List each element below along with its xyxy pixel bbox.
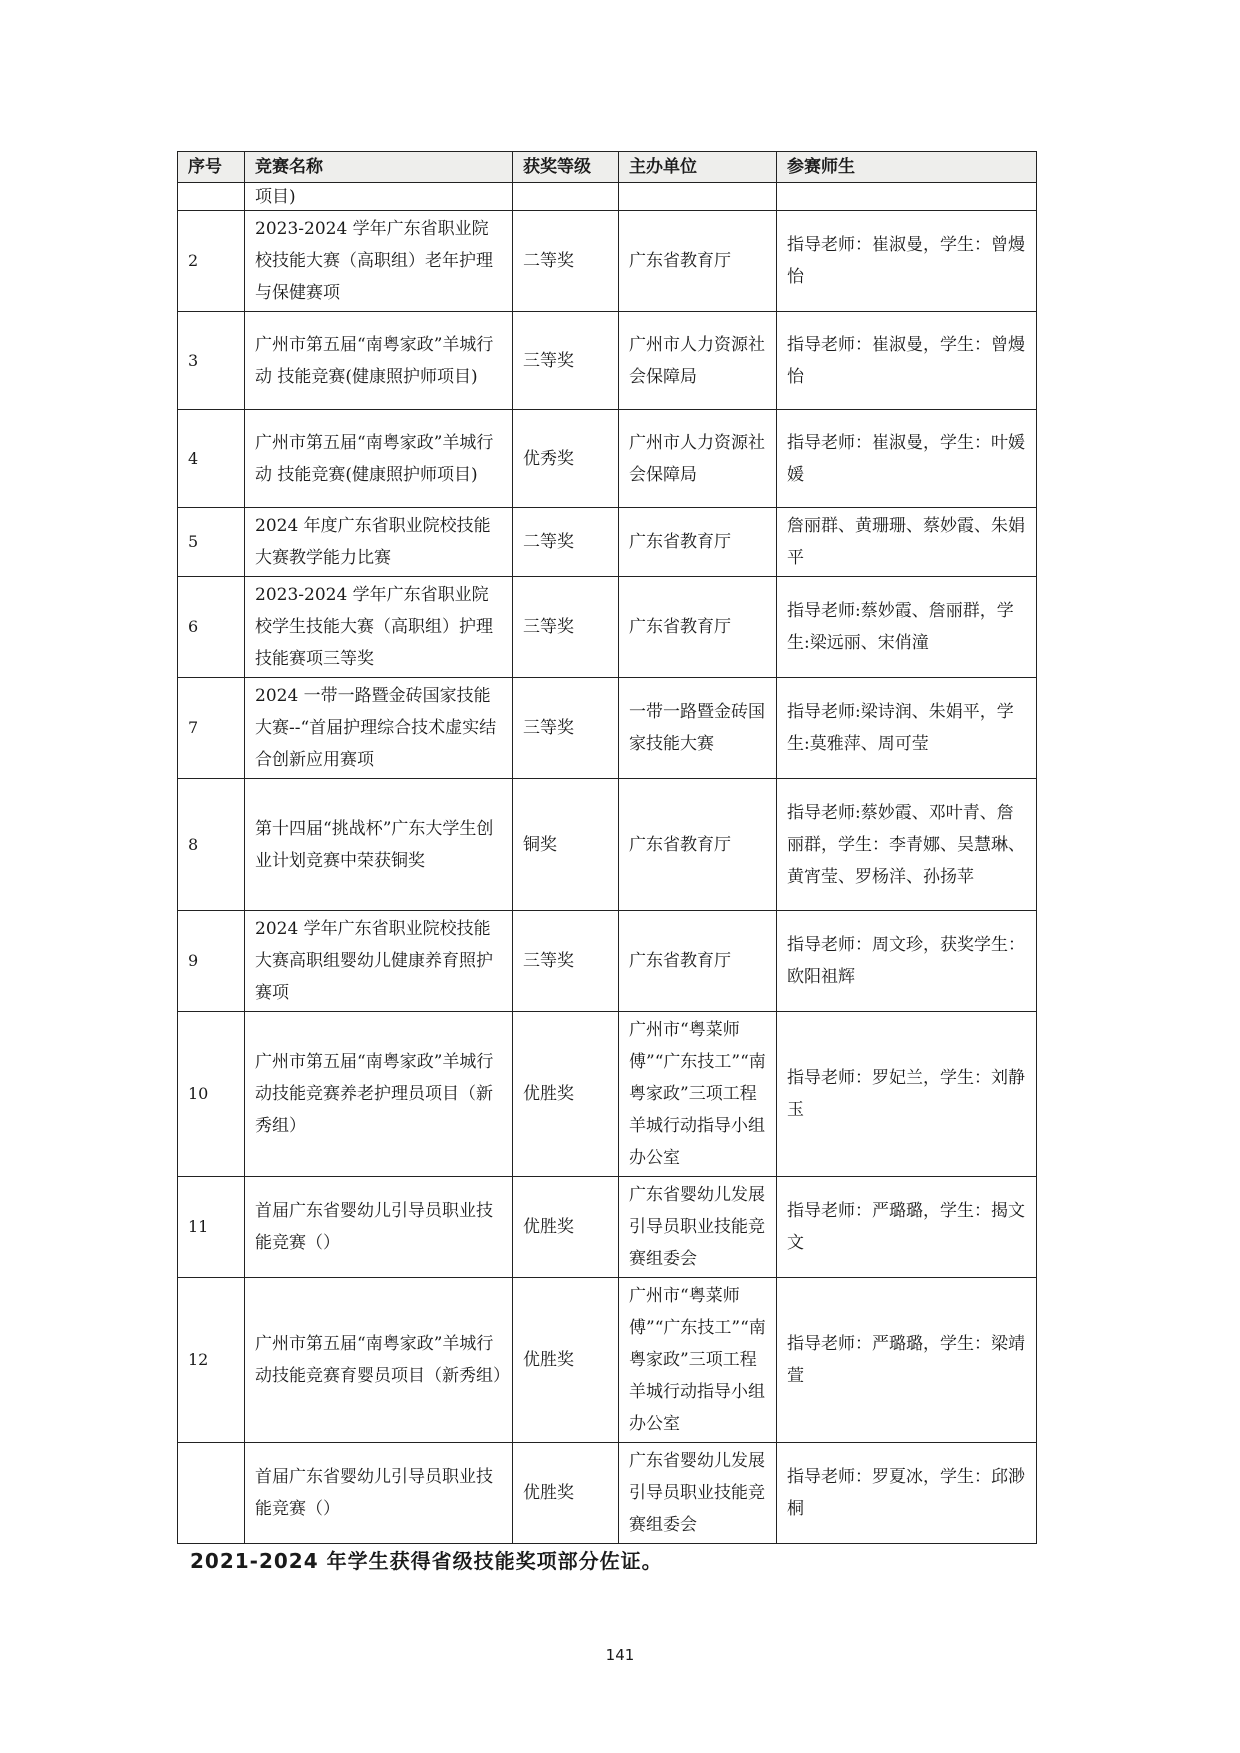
cell-index: 8 bbox=[178, 779, 245, 911]
cell-host-organization: 广东省婴幼儿发展引导员职业技能竞赛组委会 bbox=[619, 1443, 777, 1544]
table-body bbox=[178, 183, 1037, 1544]
cell-participants: 指导老师:蔡妙霞、詹丽群，学生:梁远丽、宋俏潼 bbox=[777, 577, 1037, 678]
cell-index: 6 bbox=[178, 577, 245, 678]
cell-competition-name: 2023-2024 学年广东省职业院校技能大赛（高职组）老年护理与保健赛项 bbox=[245, 211, 513, 312]
cell-competition-name: 2024 年度广东省职业院校技能大赛教学能力比赛 bbox=[245, 508, 513, 577]
page-number: 141 bbox=[605, 1646, 635, 1664]
cell-competition-name: 第十四届“挑战杯”广东大学生创业计划竞赛中荣获铜奖 bbox=[245, 779, 513, 911]
cell-index: 10 bbox=[178, 1012, 245, 1177]
cell-award-level: 三等奖 bbox=[513, 312, 619, 410]
cell-competition-name: 广州市第五届“南粤家政”羊城行动技能竞赛育婴员项目（新秀组） bbox=[245, 1278, 513, 1443]
cell-competition-name: 广州市第五届“南粤家政”羊城行动技能竞赛养老护理员项目（新秀组） bbox=[245, 1012, 513, 1177]
table-row bbox=[178, 312, 1037, 410]
cell-host-organization: 广东省教育厅 bbox=[619, 577, 777, 678]
cell-award-level: 二等奖 bbox=[513, 508, 619, 577]
cell-host-organization: 一带一路暨金砖国家技能大赛 bbox=[619, 678, 777, 779]
cell-award-level: 铜奖 bbox=[513, 779, 619, 911]
awards-table bbox=[177, 151, 1037, 1544]
cell-participants: 指导老师:梁诗润、朱娟平，学生:莫雅萍、周可莹 bbox=[777, 678, 1037, 779]
cell-host-organization: 广州市人力资源社会保障局 bbox=[619, 410, 777, 508]
cell-participants: 指导老师：严璐璐，学生：梁靖萱 bbox=[777, 1278, 1037, 1443]
table-row bbox=[178, 1177, 1037, 1278]
cell-participants: 指导老师：罗夏冰，学生：邱渺桐 bbox=[777, 1443, 1037, 1544]
cell-competition-name: 广州市第五届“南粤家政”羊城行动 技能竞赛(健康照护师项目) bbox=[245, 410, 513, 508]
cell-award-level: 三等奖 bbox=[513, 577, 619, 678]
cell-index: 9 bbox=[178, 911, 245, 1012]
table-row bbox=[178, 779, 1037, 911]
header-award-level: 获奖等级 bbox=[513, 152, 619, 183]
table-row bbox=[178, 508, 1037, 577]
cell-award-level: 优秀奖 bbox=[513, 410, 619, 508]
cell-participants: 指导老师:蔡妙霞、邓叶青、詹丽群，学生：李青娜、吴慧琳、黄宵莹、罗杨洋、孙扬苹 bbox=[777, 779, 1037, 911]
cell-competition-name: 首届广东省婴幼儿引导员职业技能竞赛（） bbox=[245, 1177, 513, 1278]
cell-host-organization: 广东省教育厅 bbox=[619, 211, 777, 312]
cell-host-organization: 广东省教育厅 bbox=[619, 911, 777, 1012]
table-row bbox=[178, 1012, 1037, 1177]
cell-index bbox=[178, 1443, 245, 1544]
cell-participants: 詹丽群、黄珊珊、蔡妙霞、朱娟平 bbox=[777, 508, 1037, 577]
cell-award-level: 优胜奖 bbox=[513, 1177, 619, 1278]
cell-index: 3 bbox=[178, 312, 245, 410]
header-participants: 参赛师生 bbox=[777, 152, 1037, 183]
table-row bbox=[178, 911, 1037, 1012]
table-row bbox=[178, 1443, 1037, 1544]
header-row bbox=[178, 152, 1037, 183]
table-row bbox=[178, 577, 1037, 678]
cell-participants: 指导老师：周文珍，获奖学生：欧阳祖辉 bbox=[777, 911, 1037, 1012]
caption: 2021-2024 年学生获得省级技能奖项部分佐证。 bbox=[190, 1549, 663, 1573]
cell-award-level: 三等奖 bbox=[513, 678, 619, 779]
cell-award-level: 二等奖 bbox=[513, 211, 619, 312]
table-row bbox=[178, 183, 1037, 211]
cell-competition-name: 2023-2024 学年广东省职业院校学生技能大赛（高职组）护理技能赛项三等奖 bbox=[245, 577, 513, 678]
cell-competition-name: 2024 学年广东省职业院校技能大赛高职组婴幼儿健康养育照护赛项 bbox=[245, 911, 513, 1012]
table-row bbox=[178, 678, 1037, 779]
cell-host-organization: 广东省教育厅 bbox=[619, 779, 777, 911]
cell-host-organization: 广州市人力资源社会保障局 bbox=[619, 312, 777, 410]
cell-competition-name: 广州市第五届“南粤家政”羊城行动 技能竞赛(健康照护师项目) bbox=[245, 312, 513, 410]
table-row bbox=[178, 1278, 1037, 1443]
cell-award-level bbox=[513, 183, 619, 211]
cell-index: 11 bbox=[178, 1177, 245, 1278]
cell-participants: 指导老师：崔淑曼，学生：叶媛媛 bbox=[777, 410, 1037, 508]
cell-competition-name: 项目) bbox=[245, 183, 513, 211]
cell-index: 4 bbox=[178, 410, 245, 508]
cell-index: 12 bbox=[178, 1278, 245, 1443]
cell-competition-name: 2024 一带一路暨金砖国家技能大赛--“首届护理综合技术虚实结合创新应用赛项 bbox=[245, 678, 513, 779]
cell-index: 2 bbox=[178, 211, 245, 312]
header-competition-name: 竞赛名称 bbox=[245, 152, 513, 183]
cell-index bbox=[178, 183, 245, 211]
cell-participants: 指导老师：严璐璐，学生：揭文文 bbox=[777, 1177, 1037, 1278]
cell-index: 7 bbox=[178, 678, 245, 779]
cell-award-level: 优胜奖 bbox=[513, 1443, 619, 1544]
cell-award-level: 优胜奖 bbox=[513, 1012, 619, 1177]
cell-index: 5 bbox=[178, 508, 245, 577]
cell-host-organization bbox=[619, 183, 777, 211]
cell-participants: 指导老师：崔淑曼，学生：曾熳怡 bbox=[777, 211, 1037, 312]
cell-participants: 指导老师：崔淑曼，学生：曾熳怡 bbox=[777, 312, 1037, 410]
table-header bbox=[178, 152, 1037, 183]
cell-host-organization: 广州市“粤菜师傅”“广东技工”“南粤家政”三项工程羊城行动指导小组办公室 bbox=[619, 1012, 777, 1177]
cell-host-organization: 广东省教育厅 bbox=[619, 508, 777, 577]
cell-competition-name: 首届广东省婴幼儿引导员职业技能竞赛（） bbox=[245, 1443, 513, 1544]
header-host-organization: 主办单位 bbox=[619, 152, 777, 183]
cell-award-level: 三等奖 bbox=[513, 911, 619, 1012]
cell-participants: 指导老师：罗妃兰，学生：刘静玉 bbox=[777, 1012, 1037, 1177]
table-row bbox=[178, 211, 1037, 312]
cell-award-level: 优胜奖 bbox=[513, 1278, 619, 1443]
cell-host-organization: 广东省婴幼儿发展引导员职业技能竞赛组委会 bbox=[619, 1177, 777, 1278]
cell-participants bbox=[777, 183, 1037, 211]
cell-host-organization: 广州市“粤菜师傅”“广东技工”“南粤家政”三项工程羊城行动指导小组办公室 bbox=[619, 1278, 777, 1443]
table-row bbox=[178, 410, 1037, 508]
header-index: 序号 bbox=[178, 152, 245, 183]
